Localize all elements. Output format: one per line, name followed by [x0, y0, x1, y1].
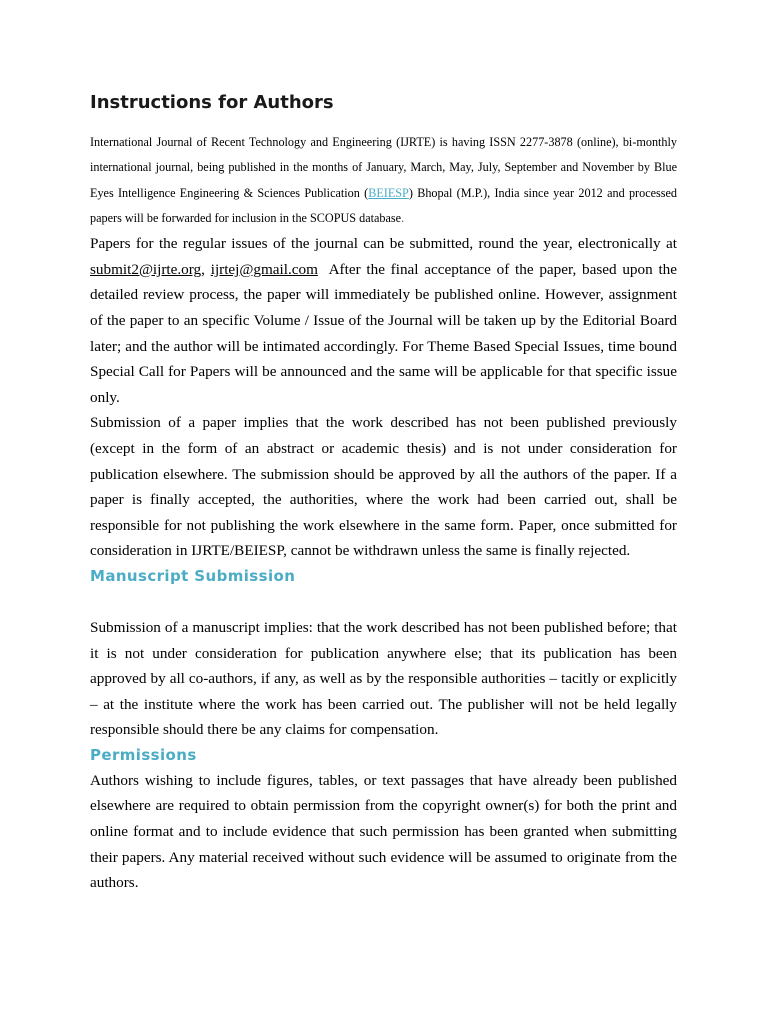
page-title: Instructions for Authors — [90, 92, 334, 113]
permissions-heading: Permissions — [90, 745, 197, 764]
email-separator: , — [201, 260, 211, 278]
intro-text-a: International Journal of Recent Technology and Engineering (IJRTE) is having ISSN 2277-3878 (online), bi-monthly international journal, being published in the months of January, March, May, July, September and November by Blue Eyes Intelligence Engineering & Sciences Publication ( — [90, 135, 677, 200]
intro-text-b: ) Bhopal (M.P.), India since year 2012 and processed papers will be forwarded for inclusion in the SCOPUS database — [90, 185, 678, 225]
submission-paragraph — [90, 231, 681, 410]
permissions-text: Authors wishing to include figures, tables, or text passages that have already been published elsewhere are required to obtain permission from the copyright owner(s) for both the print and online format and to include evidence that such permission has been granted when submitting their papers. Any material received without such evidence will be assumed to originate from the authors. — [90, 771, 677, 892]
beiesp-link[interactable]: BEIESP — [368, 185, 409, 200]
email-link-ijrtej[interactable]: ijrtej@gmail.com — [210, 260, 318, 278]
policy-paragraph: Submission of a paper implies that the work described has not been published previously (except in the form of an abstract or academic thesis) and is not under consideration for publication elsewhere. The submission should be approved by all the authors of the paper. If a paper is finally accepted, the authorities, where the work had been carried out, shall be responsible for not publishing the work elsewhere in the same form. Paper, once submitted for consideration in IJRTE/BEIESP, cannot be withdrawn unless the same is finally rejected. — [90, 414, 677, 560]
manuscript-submission-text: Submission of a manuscript implies: that the work described has not been published before; that it is not under consideration for publication anywhere else; that its publication has been approved by all co-authors, if any, as well as by the responsible authorities – tacitly or explicitly – at the institute where the work has been carried out. The publisher will not be held legally responsible should there be any claims for compensation. — [90, 618, 677, 739]
intro-period: . — [401, 210, 405, 225]
para1-text-b: After the final acceptance of the paper, based upon the detailed review process, the paper will immediately be published online. However, assignment of the paper to an specific Volume / Issue of the Journal will be taken up by the Editorial Board later; and the author will be intimated accordingly. For Theme Based Special Issues, time bound Special Call for Papers will be announced and the same will be applicable for that specific issue only. — [90, 260, 681, 406]
intro-paragraph — [90, 130, 677, 231]
para1-text-a: Papers for the regular issues of the journal can be submitted, round the year, electronically at — [90, 235, 677, 253]
document-page — [90, 90, 681, 896]
manuscript-submission-heading: Manuscript Submission — [90, 566, 296, 585]
spacer — [90, 589, 677, 615]
email-link-submit2[interactable]: submit2@ijrte.org — [90, 260, 202, 278]
